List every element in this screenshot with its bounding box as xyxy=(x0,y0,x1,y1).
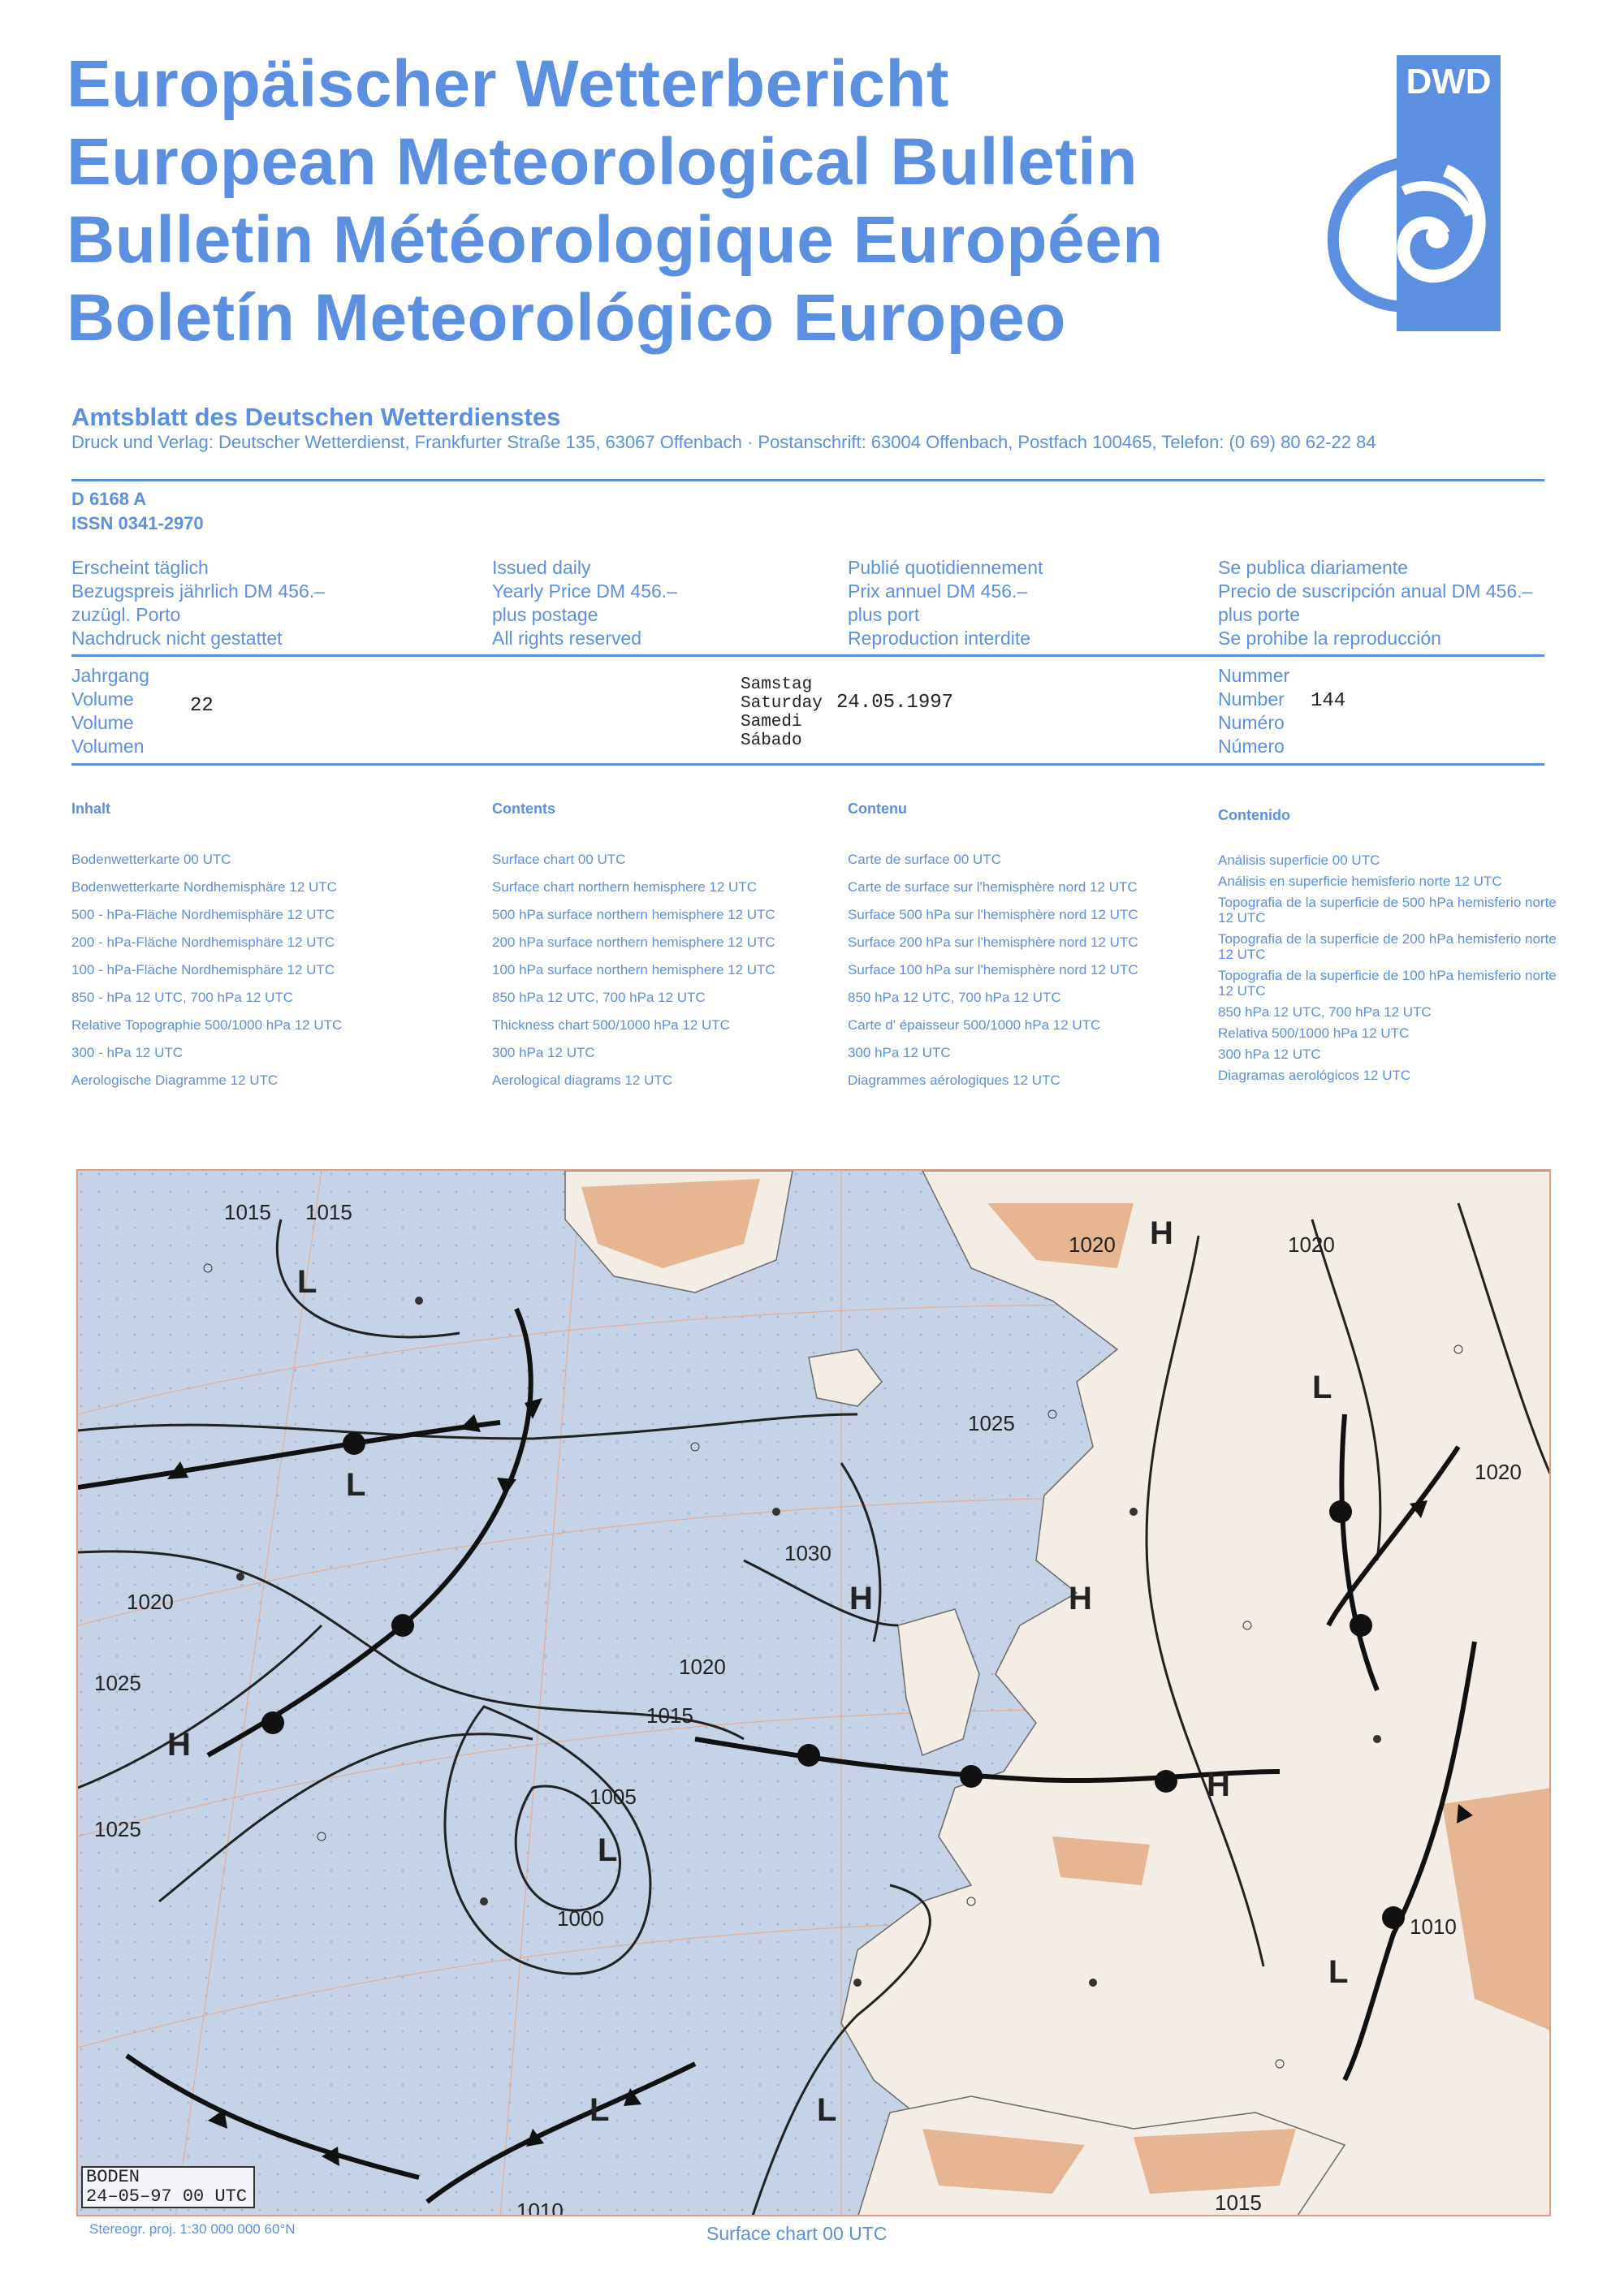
isobar-label: 1015 xyxy=(646,1703,693,1728)
isobar-label: 1015 xyxy=(224,1200,271,1224)
isobar-label: 1020 xyxy=(1069,1232,1116,1257)
pub-line: Precio de suscripción anual DM 456.– xyxy=(1218,580,1533,602)
contents-item: Análisis en superficie hemisferio norte 12 UTC xyxy=(1218,874,1502,889)
contents-item: 300 hPa 12 UTC xyxy=(1218,1047,1321,1062)
dwd-logo xyxy=(1397,55,1501,331)
number-label: Número xyxy=(1218,736,1285,757)
contents-item: Aerologische Diagramme 12 UTC xyxy=(71,1072,279,1088)
title-spanish: Boletín Meteorológico Europeo xyxy=(67,281,1066,355)
isobar-label: 1010 xyxy=(1410,1914,1457,1939)
contents-item: Surface chart 00 UTC xyxy=(492,852,626,867)
contents-list-fr xyxy=(848,846,1138,1094)
volume-labels xyxy=(71,664,149,758)
pub-line: All rights reserved xyxy=(492,628,642,649)
contents-list-de xyxy=(71,846,342,1094)
pub-line: Bezugspreis jährlich DM 456.– xyxy=(71,580,325,602)
day-label: Saturday xyxy=(741,694,823,713)
contents-item: Carte de surface sur l'hemisphère nord 12 UTC xyxy=(848,879,1138,895)
publication-de xyxy=(71,556,325,650)
pub-line: plus postage xyxy=(492,604,598,625)
agency-line: Amtsblatt des Deutschen Wetterdienstes xyxy=(71,403,561,431)
low-pressure-center: L xyxy=(590,2092,610,2128)
pub-line: Erscheint täglich xyxy=(71,557,209,578)
isobar-label: 1030 xyxy=(784,1541,831,1565)
pub-line: plus port xyxy=(848,604,920,625)
contents-item: 300 - hPa 12 UTC xyxy=(71,1045,184,1060)
pub-line: Yearly Price DM 456.– xyxy=(492,580,677,602)
address-line: Druck und Verlag: Deutscher Wetterdienst, Frankfurter Straße 135, 63067 Offenbach · Postanschrift: 63004 Offenbach, Postfach 100465, Telefon: (0 69) 80 62-22 84 xyxy=(71,432,1376,452)
pub-line: Se prohibe la reproducción xyxy=(1218,628,1441,649)
pub-line: Reproduction interdite xyxy=(848,628,1031,649)
high-pressure-center: H xyxy=(1069,1581,1092,1616)
contents-item: 200 - hPa-Fläche Nordhemisphäre 12 UTC xyxy=(71,934,335,950)
issue-date: 24.05.1997 xyxy=(836,692,954,714)
volume-label: Volume xyxy=(71,712,134,733)
low-pressure-center: L xyxy=(346,1467,366,1503)
contents-list-en xyxy=(492,846,775,1094)
issn: ISSN 0341-2970 xyxy=(71,513,204,533)
divider xyxy=(71,479,1544,481)
contents-item: Surface chart northern hemisphere 12 UTC xyxy=(492,879,757,895)
low-pressure-center: L xyxy=(1312,1370,1332,1405)
surface-weather-map xyxy=(76,1169,1551,2216)
contents-item: 850 hPa 12 UTC, 700 hPa 12 UTC xyxy=(1218,1004,1432,1020)
contents-item: Aerological diagrams 12 UTC xyxy=(492,1072,673,1088)
volume-label: Volumen xyxy=(71,736,145,757)
number-label: Nummer xyxy=(1218,665,1290,686)
low-pressure-center: L xyxy=(598,1832,618,1868)
pub-line: zuzügl. Porto xyxy=(71,604,181,625)
pub-line: Prix annuel DM 456.– xyxy=(848,580,1028,602)
day-label: Samedi xyxy=(741,713,802,732)
contents-item: Bodenwetterkarte 00 UTC xyxy=(71,852,231,867)
day-label: Sábado xyxy=(741,732,802,750)
high-pressure-center: H xyxy=(167,1727,191,1763)
title-french: Bulletin Météorologique Européen xyxy=(67,203,1164,277)
pub-line: plus porte xyxy=(1218,604,1301,625)
volume-value: 22 xyxy=(190,695,214,717)
low-pressure-center: L xyxy=(297,1264,317,1300)
contents-item: Topografia de la superficie de 100 hPa hemisferio norte 12 UTC xyxy=(1218,968,1557,999)
publication-es xyxy=(1218,556,1532,650)
isobar-label: 1020 xyxy=(1475,1460,1522,1484)
contents-item: Surface 100 hPa sur l'hemisphère nord 12 UTC xyxy=(848,962,1138,978)
isobar-label: 1025 xyxy=(968,1411,1015,1435)
isobar-label: 1015 xyxy=(305,1200,352,1224)
volume-label: Jahrgang xyxy=(71,665,149,686)
contents-header-fr: Contenu xyxy=(848,801,907,817)
contents-item: Topografia de la superficie de 500 hPa hemisferio norte 12 UTC xyxy=(1218,895,1557,926)
stamp-datetime: 24–05–97 00 UTC xyxy=(86,2186,248,2207)
low-pressure-center: L xyxy=(1328,1954,1349,1990)
contents-item: 850 hPa 12 UTC, 700 hPa 12 UTC xyxy=(492,990,706,1005)
high-pressure-center: H xyxy=(1150,1215,1173,1251)
contents-item: Relative Topographie 500/1000 hPa 12 UTC xyxy=(71,1017,343,1033)
isobar-label: 1025 xyxy=(94,1817,141,1841)
high-pressure-center: H xyxy=(1207,1767,1230,1803)
contents-item: 200 hPa surface northern hemisphere 12 UTC xyxy=(492,934,775,950)
pub-line: Se publica diariamente xyxy=(1218,557,1408,578)
high-pressure-center: H xyxy=(849,1581,873,1616)
low-pressure-center: L xyxy=(817,2092,837,2128)
divider xyxy=(71,654,1544,657)
map-caption: Surface chart 00 UTC xyxy=(706,2223,888,2244)
title-english: European Meteorological Bulletin xyxy=(67,125,1138,199)
title-block xyxy=(67,45,1164,357)
pub-line: Publié quotidiennement xyxy=(848,557,1043,578)
contents-header-es: Contenido xyxy=(1218,807,1290,823)
isobar-label: 1020 xyxy=(679,1655,726,1679)
chart-stamp xyxy=(81,2166,255,2208)
isobar-label: 1005 xyxy=(590,1785,637,1809)
day-labels xyxy=(741,675,823,750)
contents-item: Bodenwetterkarte Nordhemisphäre 12 UTC xyxy=(71,879,337,895)
number-labels xyxy=(1218,664,1289,758)
contents-item: 500 - hPa-Fläche Nordhemisphäre 12 UTC xyxy=(71,907,335,922)
isobar-label: 1000 xyxy=(557,1906,604,1931)
contents-item: Carte de surface 00 UTC xyxy=(848,852,1001,867)
isobar-label: 1020 xyxy=(1288,1232,1335,1257)
logo-text: DWD xyxy=(1406,62,1492,101)
contents-item: 300 hPa 12 UTC xyxy=(848,1045,951,1060)
projection-note: Stereogr. proj. 1:30 000 000 60°N xyxy=(89,2221,296,2237)
title-german: Europäischer Wetterbericht xyxy=(67,47,949,121)
divider xyxy=(71,763,1544,766)
contents-item: Análisis superficie 00 UTC xyxy=(1218,852,1380,868)
publication-en xyxy=(492,556,677,650)
contents-header-de: Inhalt xyxy=(71,801,110,817)
number-label: Numéro xyxy=(1218,712,1285,733)
isobar-label: 1020 xyxy=(127,1590,174,1614)
issue-number: 144 xyxy=(1311,690,1346,712)
isobar-label: 1015 xyxy=(1215,2190,1262,2215)
contents-item: 500 hPa surface northern hemisphere 12 UTC xyxy=(492,907,775,922)
map-graphic xyxy=(78,1171,1551,2216)
contents-item: 850 hPa 12 UTC, 700 hPa 12 UTC xyxy=(848,990,1061,1005)
contents-item: Relativa 500/1000 hPa 12 UTC xyxy=(1218,1025,1410,1041)
isobar-label: 1010 xyxy=(516,2199,564,2218)
contents-item: 100 hPa surface northern hemisphere 12 UTC xyxy=(492,962,775,978)
contents-list-es xyxy=(1218,852,1559,1089)
number-label: Number xyxy=(1218,688,1285,710)
publication-fr xyxy=(848,556,1043,650)
isobar-label: 1025 xyxy=(94,1671,141,1695)
pub-line: Issued daily xyxy=(492,557,591,578)
stamp-title: BODEN xyxy=(86,2167,140,2187)
contents-item: Diagramas aerológicos 12 UTC xyxy=(1218,1068,1411,1083)
contents-item: Surface 500 hPa sur l'hemisphère nord 12 UTC xyxy=(848,907,1138,922)
contents-item: Surface 200 hPa sur l'hemisphère nord 12 UTC xyxy=(848,934,1138,950)
contents-item: Topografia de la superficie de 200 hPa hemisferio norte 12 UTC xyxy=(1218,931,1557,962)
contents-item: 850 - hPa 12 UTC, 700 hPa 12 UTC xyxy=(71,990,294,1005)
publication-ids xyxy=(71,487,204,536)
dwd-spiral-logo-icon xyxy=(1307,146,1502,325)
contents-header-en: Contents xyxy=(492,801,555,817)
volume-label: Volume xyxy=(71,688,134,710)
contents-item: Carte d' épaisseur 500/1000 hPa 12 UTC xyxy=(848,1017,1101,1033)
day-label: Samstag xyxy=(741,675,813,694)
contents-item: Diagrammes aérologiques 12 UTC xyxy=(848,1072,1060,1088)
contents-item: 300 hPa 12 UTC xyxy=(492,1045,595,1060)
pub-line: Nachdruck nicht gestattet xyxy=(71,628,283,649)
contents-item: 100 - hPa-Fläche Nordhemisphäre 12 UTC xyxy=(71,962,335,978)
d-number: D 6168 A xyxy=(71,489,147,509)
contents-item: Thickness chart 500/1000 hPa 12 UTC xyxy=(492,1017,730,1033)
